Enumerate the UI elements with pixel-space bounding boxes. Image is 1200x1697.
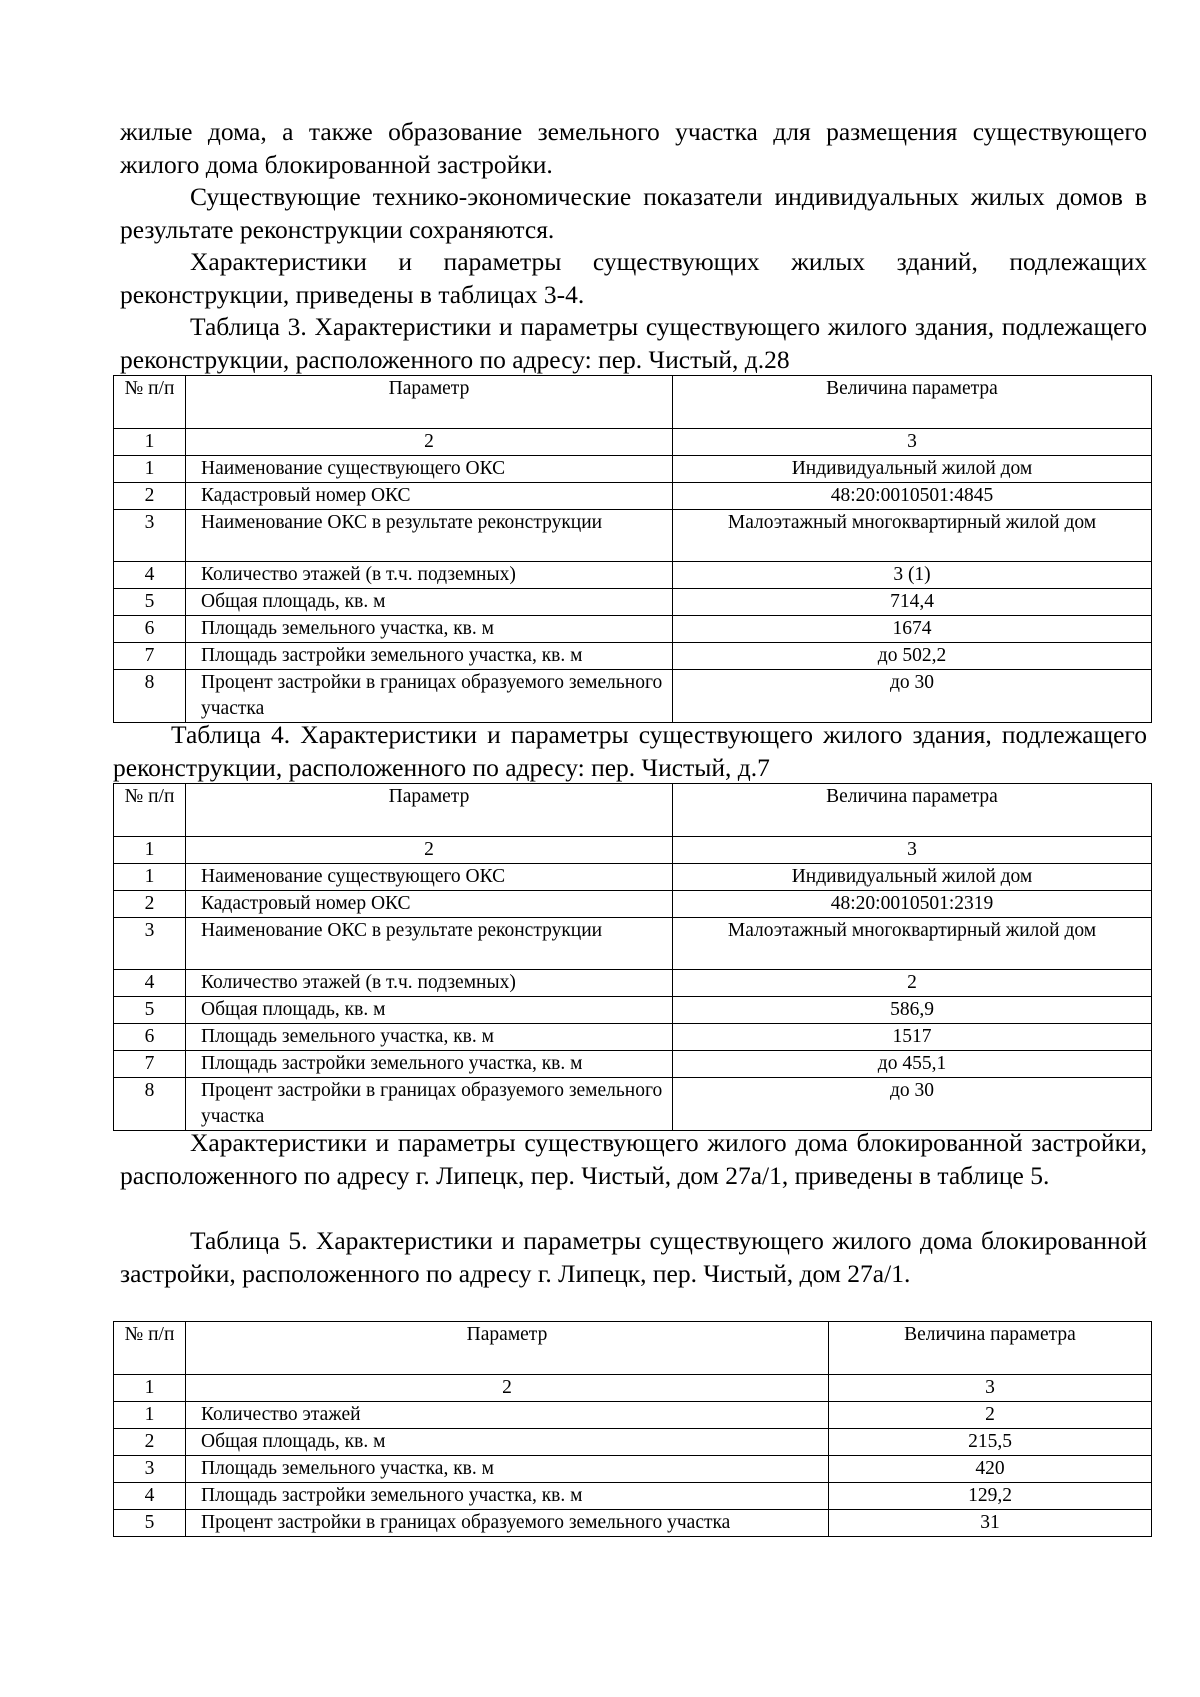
row-value: 2	[829, 1402, 1152, 1429]
row-number: 5	[114, 1510, 186, 1537]
row-number: 3	[114, 510, 186, 562]
row-param: Процент застройки в границах образуемого земельного участка	[186, 670, 673, 723]
row-number: 5	[114, 589, 186, 616]
table-row	[114, 864, 1152, 891]
table-index-row	[114, 429, 1152, 456]
table-header-row	[114, 784, 1152, 837]
row-param: Наименование ОКС в результате реконструкции	[186, 510, 673, 562]
row-number: 2	[114, 1429, 186, 1456]
table-row	[114, 997, 1152, 1024]
table-5	[113, 1321, 1152, 1537]
table-row	[114, 891, 1152, 918]
table-row	[114, 616, 1152, 643]
header-num: № п/п	[114, 376, 186, 429]
index-cell: 1	[114, 429, 186, 456]
row-param: Процент застройки в границах образуемого земельного участка	[186, 1510, 829, 1537]
row-param: Наименование существующего ОКС	[186, 456, 673, 483]
row-value: до 30	[673, 1078, 1152, 1131]
table-3-caption: Таблица 3. Характеристики и параметры существующего жилого здания, подлежащего реконструкции, расположенного по адресу: пер. Чистый, д.28	[120, 312, 1147, 374]
index-cell: 2	[186, 1375, 829, 1402]
table-row	[114, 1483, 1152, 1510]
row-param: Площадь земельного участка, кв. м	[186, 616, 673, 643]
table-row	[114, 970, 1152, 997]
table-row	[114, 483, 1152, 510]
header-value: Величина параметра	[673, 376, 1152, 429]
row-param: Процент застройки в границах образуемого земельного участка	[186, 1078, 673, 1131]
table-row	[114, 1429, 1152, 1456]
table-index-row	[114, 837, 1152, 864]
row-value: 48:20:0010501:4845	[673, 483, 1152, 510]
row-number: 7	[114, 643, 186, 670]
table-row	[114, 456, 1152, 483]
header-param: Параметр	[186, 1322, 829, 1375]
row-param: Количество этажей (в т.ч. подземных)	[186, 562, 673, 589]
row-param: Площадь застройки земельного участка, кв. м	[186, 643, 673, 670]
row-value: Индивидуальный жилой дом	[673, 864, 1152, 891]
row-value: 3 (1)	[673, 562, 1152, 589]
index-cell: 3	[673, 837, 1152, 864]
row-number: 7	[114, 1051, 186, 1078]
table-5-caption: Таблица 5. Характеристики и параметры существующего жилого дома блокированной застройки, расположенного по адресу г. Липецк, пер. Чистый, дом 27а/1.	[120, 1226, 1147, 1288]
table-3	[113, 375, 1152, 723]
row-number: 3	[114, 1456, 186, 1483]
paragraph-blocked-house: Характеристики и параметры существующего жилого дома блокированной застройки, расположенного по адресу г. Липецк, пер. Чистый, дом 27а/1, приведены в таблице 5.	[120, 1128, 1147, 1190]
row-value: до 502,2	[673, 643, 1152, 670]
header-param: Параметр	[186, 784, 673, 837]
row-param: Общая площадь, кв. м	[186, 589, 673, 616]
row-param: Площадь земельного участка, кв. м	[186, 1024, 673, 1051]
row-param: Кадастровый номер ОКС	[186, 483, 673, 510]
header-num: № п/п	[114, 784, 186, 837]
row-number: 5	[114, 997, 186, 1024]
row-value: Индивидуальный жилой дом	[673, 456, 1152, 483]
row-param: Количество этажей	[186, 1402, 829, 1429]
row-param: Кадастровый номер ОКС	[186, 891, 673, 918]
row-number: 4	[114, 1483, 186, 1510]
row-param: Общая площадь, кв. м	[186, 1429, 829, 1456]
header-value: Величина параметра	[829, 1322, 1152, 1375]
row-param: Площадь застройки земельного участка, кв. м	[186, 1051, 673, 1078]
table-row	[114, 1078, 1152, 1131]
row-value: 1674	[673, 616, 1152, 643]
table-row	[114, 562, 1152, 589]
header-num: № п/п	[114, 1322, 186, 1375]
row-number: 2	[114, 891, 186, 918]
row-value: 31	[829, 1510, 1152, 1537]
row-value: до 455,1	[673, 1051, 1152, 1078]
paragraph-indicators: Существующие технико-экономические показатели индивидуальных жилых домов в результате реконструкции сохраняются.	[120, 182, 1147, 244]
row-param: Наименование существующего ОКС	[186, 864, 673, 891]
row-value: 48:20:0010501:2319	[673, 891, 1152, 918]
row-value: 420	[829, 1456, 1152, 1483]
row-number: 1	[114, 456, 186, 483]
table-row	[114, 1024, 1152, 1051]
row-number: 8	[114, 1078, 186, 1131]
paragraph-characteristics: Характеристики и параметры существующих жилых зданий, подлежащих реконструкции, приведены в таблицах 3-4.	[120, 247, 1147, 309]
row-value: 2	[673, 970, 1152, 997]
table-row	[114, 589, 1152, 616]
table-header-row	[114, 376, 1152, 429]
index-cell: 2	[186, 429, 673, 456]
table-row	[114, 1402, 1152, 1429]
row-param: Количество этажей (в т.ч. подземных)	[186, 970, 673, 997]
table-index-row	[114, 1375, 1152, 1402]
table-row	[114, 670, 1152, 723]
table-row	[114, 510, 1152, 562]
row-number: 4	[114, 562, 186, 589]
index-cell: 1	[114, 837, 186, 864]
paragraph-continuation: жилые дома, а также образование земельного участка для размещения существующего жилого дома блокированной застройки.	[120, 117, 1147, 179]
row-value: 129,2	[829, 1483, 1152, 1510]
row-number: 8	[114, 670, 186, 723]
row-param: Площадь застройки земельного участка, кв. м	[186, 1483, 829, 1510]
row-value: 586,9	[673, 997, 1152, 1024]
row-value: до 30	[673, 670, 1152, 723]
header-value: Величина параметра	[673, 784, 1152, 837]
index-cell: 2	[186, 837, 673, 864]
table-row	[114, 1051, 1152, 1078]
row-number: 1	[114, 864, 186, 891]
table-row	[114, 918, 1152, 970]
header-param: Параметр	[186, 376, 673, 429]
index-cell: 1	[114, 1375, 186, 1402]
row-value: Малоэтажный многоквартирный жилой дом	[673, 510, 1152, 562]
row-number: 6	[114, 616, 186, 643]
row-value: 714,4	[673, 589, 1152, 616]
row-number: 6	[114, 1024, 186, 1051]
row-number: 2	[114, 483, 186, 510]
index-cell: 3	[829, 1375, 1152, 1402]
row-value: 1517	[673, 1024, 1152, 1051]
index-cell: 3	[673, 429, 1152, 456]
table-row	[114, 1510, 1152, 1537]
row-number: 1	[114, 1402, 186, 1429]
table-4	[113, 783, 1152, 1131]
row-number: 3	[114, 918, 186, 970]
table-row	[114, 1456, 1152, 1483]
row-value: Малоэтажный многоквартирный жилой дом	[673, 918, 1152, 970]
row-param: Наименование ОКС в результате реконструкции	[186, 918, 673, 970]
table-row	[114, 643, 1152, 670]
row-param: Площадь земельного участка, кв. м	[186, 1456, 829, 1483]
row-number: 4	[114, 970, 186, 997]
table-header-row	[114, 1322, 1152, 1375]
row-param: Общая площадь, кв. м	[186, 997, 673, 1024]
row-value: 215,5	[829, 1429, 1152, 1456]
table-4-caption: Таблица 4. Характеристики и параметры существующего жилого здания, подлежащего реконструкции, расположенного по адресу: пер. Чистый, д.7	[113, 720, 1147, 782]
